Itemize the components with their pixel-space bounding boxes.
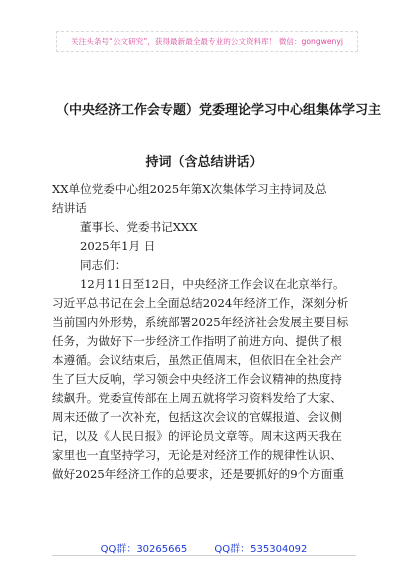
body-paragraph-line: 续飙升。党委宣传部在上周五就将学习资料发给了大家、 xyxy=(52,391,342,405)
body-paragraph-line: 习近平总书记在会上全面总结2024年经济工作，深刻分析 xyxy=(52,296,349,310)
salutation-line: 同志们： xyxy=(80,258,127,272)
footer-contact xyxy=(0,540,408,555)
date-line: 2025年1月 日 xyxy=(80,239,156,253)
body-paragraph-line: 周末还做了一次补充，包括这次会议的官媒报道、会议侧 xyxy=(52,410,342,424)
subtitle-line-2: 结讲话 xyxy=(52,201,87,215)
body-paragraph-line: 当前国内外形势，系统部署2025年经济社会发展主要目标 xyxy=(52,315,349,329)
subtitle-line-1: XX单位党委中心组2025年第X次集体学习主持词及总 xyxy=(52,182,327,196)
speaker-line: 董事长、党委书记XXX xyxy=(80,220,198,234)
body-paragraph-line: 生了巨大反响，学习领会中央经济工作会议精神的热度持 xyxy=(52,372,342,386)
body-paragraph-line: 记，以及《人民日报》的评论员文章等。周末这两天我在 xyxy=(52,429,342,443)
body-paragraph-line: 做好2025年经济工作的总要求，还是要抓好的9个方面重 xyxy=(52,467,344,481)
footer-divider xyxy=(52,555,356,556)
body-paragraph-line: 12月11日至12日，中央经济工作会议在北京举行。 xyxy=(80,277,345,291)
body-paragraph-line: 本遵循。会议结束后，虽然正值周末，但依旧在全社会产 xyxy=(52,353,342,367)
document-title-line-1: （中央经济工作会专题）党委理论学习中心组集体学习主 xyxy=(56,103,382,118)
header-promo-banner: 关注头条号“公文研究”，获得最新最全最专业的公文资料库！ 微信：gongwenyj xyxy=(56,31,358,52)
body-paragraph-line: 家里也一直坚持学习，无论是对经济工作的规律性认识、 xyxy=(52,448,342,462)
footer-qq-group-1: QQ群：30265665 xyxy=(100,544,188,555)
body-paragraph-line: 任务，为做好下一步经济工作指明了前进方向、提供了根 xyxy=(52,334,342,348)
footer-qq-group-2: QQ群：535304092 xyxy=(214,544,308,555)
document-title-line-2: 持词（含总结讲话） xyxy=(145,155,263,170)
